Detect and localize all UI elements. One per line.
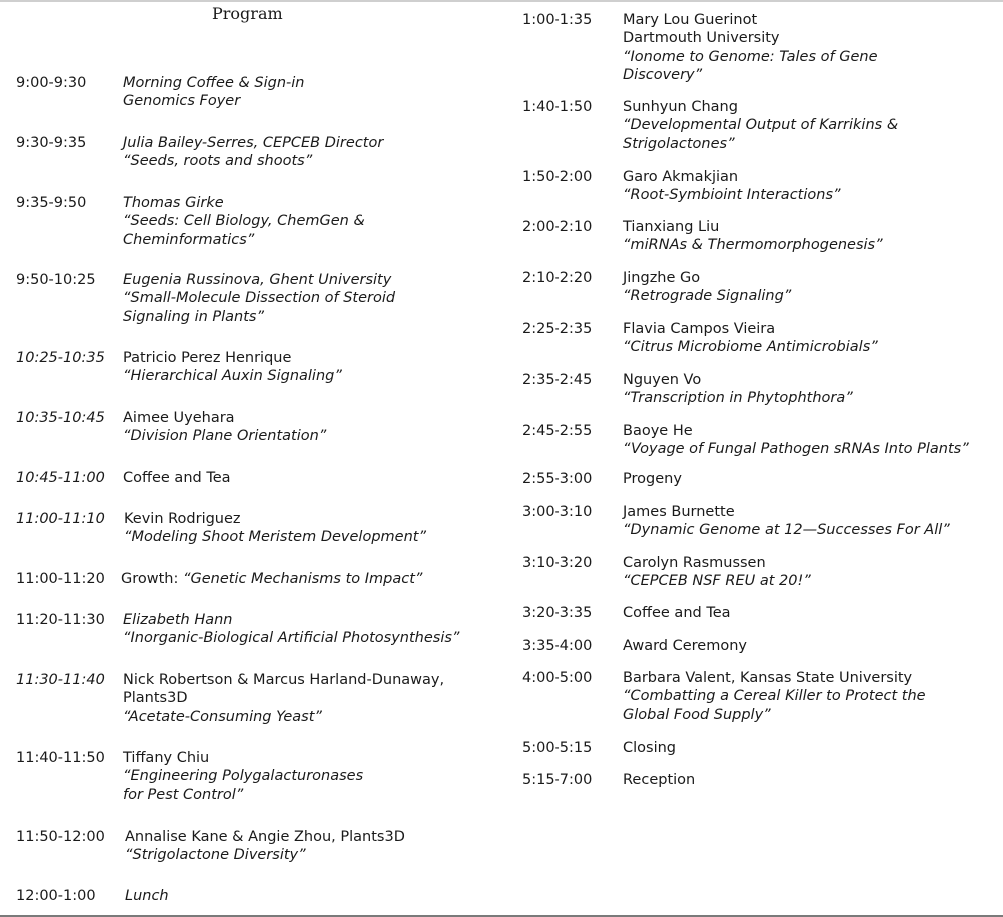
session-detail: “miRNAs & Thermomorphogenesis” bbox=[623, 237, 883, 254]
session-speaker: Tiffany Chiu bbox=[123, 750, 210, 766]
session-detail: Discovery” bbox=[623, 66, 703, 83]
session-speaker: Aimee Uyehara bbox=[123, 410, 235, 426]
session-detail: “Citrus Microbiome Antimicrobials” bbox=[623, 339, 878, 356]
session-label: Growth: bbox=[121, 571, 183, 587]
session-detail: Global Food Supply” bbox=[623, 706, 771, 723]
session-speaker: Tianxiang Liu bbox=[623, 219, 720, 235]
time-3-00-3-10: 3:00-3:10 bbox=[522, 504, 593, 520]
time-3-20-3-35: 3:20-3:35 bbox=[522, 605, 593, 621]
session-speaker: Coffee and Tea bbox=[123, 470, 231, 486]
time-5-00-5-15: 5:00-5:15 bbox=[522, 740, 593, 756]
time-3-10-3-20: 3:10-3:20 bbox=[522, 555, 593, 571]
time-11-00-11-10: 11:00-11:10 bbox=[16, 511, 105, 527]
time-9-35-9-50: 9:35-9:50 bbox=[16, 195, 87, 211]
session-detail: “Seeds, roots and shoots” bbox=[123, 153, 313, 170]
time-4-00-5-00: 4:00-5:00 bbox=[522, 670, 593, 686]
session-speaker: Closing bbox=[623, 740, 677, 756]
session-speaker: Lunch bbox=[125, 888, 169, 904]
time-11-30-11-40: 11:30-11:40 bbox=[16, 672, 105, 688]
session-speaker: Kevin Rodriguez bbox=[124, 511, 241, 527]
session-detail: “Developmental Output of Karrikins & bbox=[623, 117, 899, 134]
session-detail: Signaling in Plants” bbox=[123, 308, 264, 325]
session-detail: “Dynamic Genome at 12—Successes For All” bbox=[623, 522, 950, 539]
time-1-50-2-00: 1:50-2:00 bbox=[522, 169, 593, 185]
session-speaker: Morning Coffee & Sign-in bbox=[123, 75, 305, 91]
session-detail: “Acetate-Consuming Yeast” bbox=[123, 708, 322, 725]
program-title: Program bbox=[212, 4, 283, 23]
time-10-35-10-45: 10:35-10:45 bbox=[16, 410, 105, 426]
time-2-00-2-10: 2:00-2:10 bbox=[522, 219, 593, 235]
time-11-50-12-00: 11:50-12:00 bbox=[16, 829, 105, 845]
time-11-40-11-50: 11:40-11:50 bbox=[16, 750, 105, 766]
session-speaker: Julia Bailey-Serres, CEPCEB Director bbox=[123, 135, 384, 151]
time-10-25-10-35: 10:25-10:35 bbox=[16, 350, 105, 366]
time-11-20-11-30: 11:20-11:30 bbox=[16, 612, 105, 628]
time-2-10-2-20: 2:10-2:20 bbox=[522, 270, 593, 286]
session-detail: Dartmouth University bbox=[623, 30, 780, 47]
time-10-45-11-00: 10:45-11:00 bbox=[16, 470, 105, 486]
session-speaker: James Burnette bbox=[623, 504, 735, 520]
time-9-30-9-35: 9:30-9:35 bbox=[16, 135, 87, 151]
session-detail: “Transcription in Phytophthora” bbox=[623, 390, 853, 407]
time-1-00-1-35: 1:00-1:35 bbox=[522, 12, 593, 28]
session-speaker: Baoye He bbox=[623, 423, 693, 439]
time-11-00-11-20: 11:00-11:20 bbox=[16, 571, 105, 587]
session-speaker: Elizabeth Hann bbox=[123, 612, 233, 628]
session-speaker: Jingzhe Go bbox=[623, 270, 701, 286]
time-9-00-9-30: 9:00-9:30 bbox=[16, 75, 87, 91]
session-detail: Plants3D bbox=[123, 690, 188, 707]
session-detail: “Ionome to Genome: Tales of Gene bbox=[623, 48, 878, 65]
session-speaker: Barbara Valent, Kansas State University bbox=[623, 670, 913, 686]
session-detail: “Root-Symbioint Interactions” bbox=[623, 187, 841, 204]
session-detail: Genomics Foyer bbox=[123, 93, 241, 110]
session-detail: “Strigolactone Diversity” bbox=[125, 847, 306, 864]
session-detail: “Seeds: Cell Biology, ChemGen & bbox=[123, 213, 365, 230]
session-speaker: Eugenia Russinova, Ghent University bbox=[123, 272, 392, 288]
session-speaker: Annalise Kane & Angie Zhou, Plants3D bbox=[125, 829, 405, 845]
time-5-15-7-00: 5:15-7:00 bbox=[522, 772, 593, 788]
time-2-45-2-55: 2:45-2:55 bbox=[522, 423, 593, 439]
session-speaker: Garo Akmakjian bbox=[623, 169, 739, 185]
session-title: “Genetic Mechanisms to Impact” bbox=[182, 571, 423, 587]
session-detail: “Inorganic-Biological Artificial Photosynthesis” bbox=[123, 630, 460, 647]
session-detail: “Hierarchical Auxin Signaling” bbox=[123, 368, 342, 385]
session-speaker: Sunhyun Chang bbox=[623, 99, 738, 115]
session-speaker: Award Ceremony bbox=[623, 638, 747, 654]
session-speaker: Mary Lou Guerinot bbox=[623, 12, 758, 28]
session-detail: “Retrograde Signaling” bbox=[623, 288, 792, 305]
session-detail: for Pest Control” bbox=[123, 786, 244, 803]
session-speaker: Reception bbox=[623, 772, 696, 788]
session-detail: “CEPCEB NSF REU at 20!” bbox=[623, 573, 811, 590]
session-detail: “Small-Molecule Dissection of Steroid bbox=[123, 290, 396, 307]
session-detail: Cheminformatics” bbox=[123, 231, 255, 248]
time-2-35-2-45: 2:35-2:45 bbox=[522, 372, 593, 388]
session-detail: “Combatting a Cereal Killer to Protect the bbox=[623, 688, 926, 705]
session-speaker: Thomas Girke bbox=[123, 195, 224, 211]
session-speaker: Patricio Perez Henrique bbox=[123, 350, 292, 366]
session-speaker: Carolyn Rasmussen bbox=[623, 555, 766, 571]
session-detail: “Voyage of Fungal Pathogen sRNAs Into Plants” bbox=[623, 441, 969, 458]
time-1-40-1-50: 1:40-1:50 bbox=[522, 99, 593, 115]
session-speaker: Flavia Campos Vieira bbox=[623, 321, 776, 337]
session-line bbox=[121, 570, 422, 588]
session-detail: “Engineering Polygalacturonases bbox=[123, 768, 364, 785]
session-detail: “Division Plane Orientation” bbox=[123, 428, 327, 445]
session-detail: “Modeling Shoot Meristem Development” bbox=[124, 529, 426, 546]
time-12-00-1-00: 12:00-1:00 bbox=[16, 888, 96, 904]
time-9-50-10-25: 9:50-10:25 bbox=[16, 272, 96, 288]
time-3-35-4-00: 3:35-4:00 bbox=[522, 638, 593, 654]
session-speaker: Progeny bbox=[623, 471, 682, 487]
page-top-border bbox=[0, 0, 1003, 2]
time-2-55-3-00: 2:55-3:00 bbox=[522, 471, 593, 487]
time-2-25-2-35: 2:25-2:35 bbox=[522, 321, 593, 337]
session-speaker: Nick Robertson & Marcus Harland-Dunaway, bbox=[123, 672, 445, 688]
session-speaker: Coffee and Tea bbox=[623, 605, 731, 621]
session-speaker: Nguyen Vo bbox=[623, 372, 702, 388]
session-detail: Strigolactones” bbox=[623, 135, 735, 152]
